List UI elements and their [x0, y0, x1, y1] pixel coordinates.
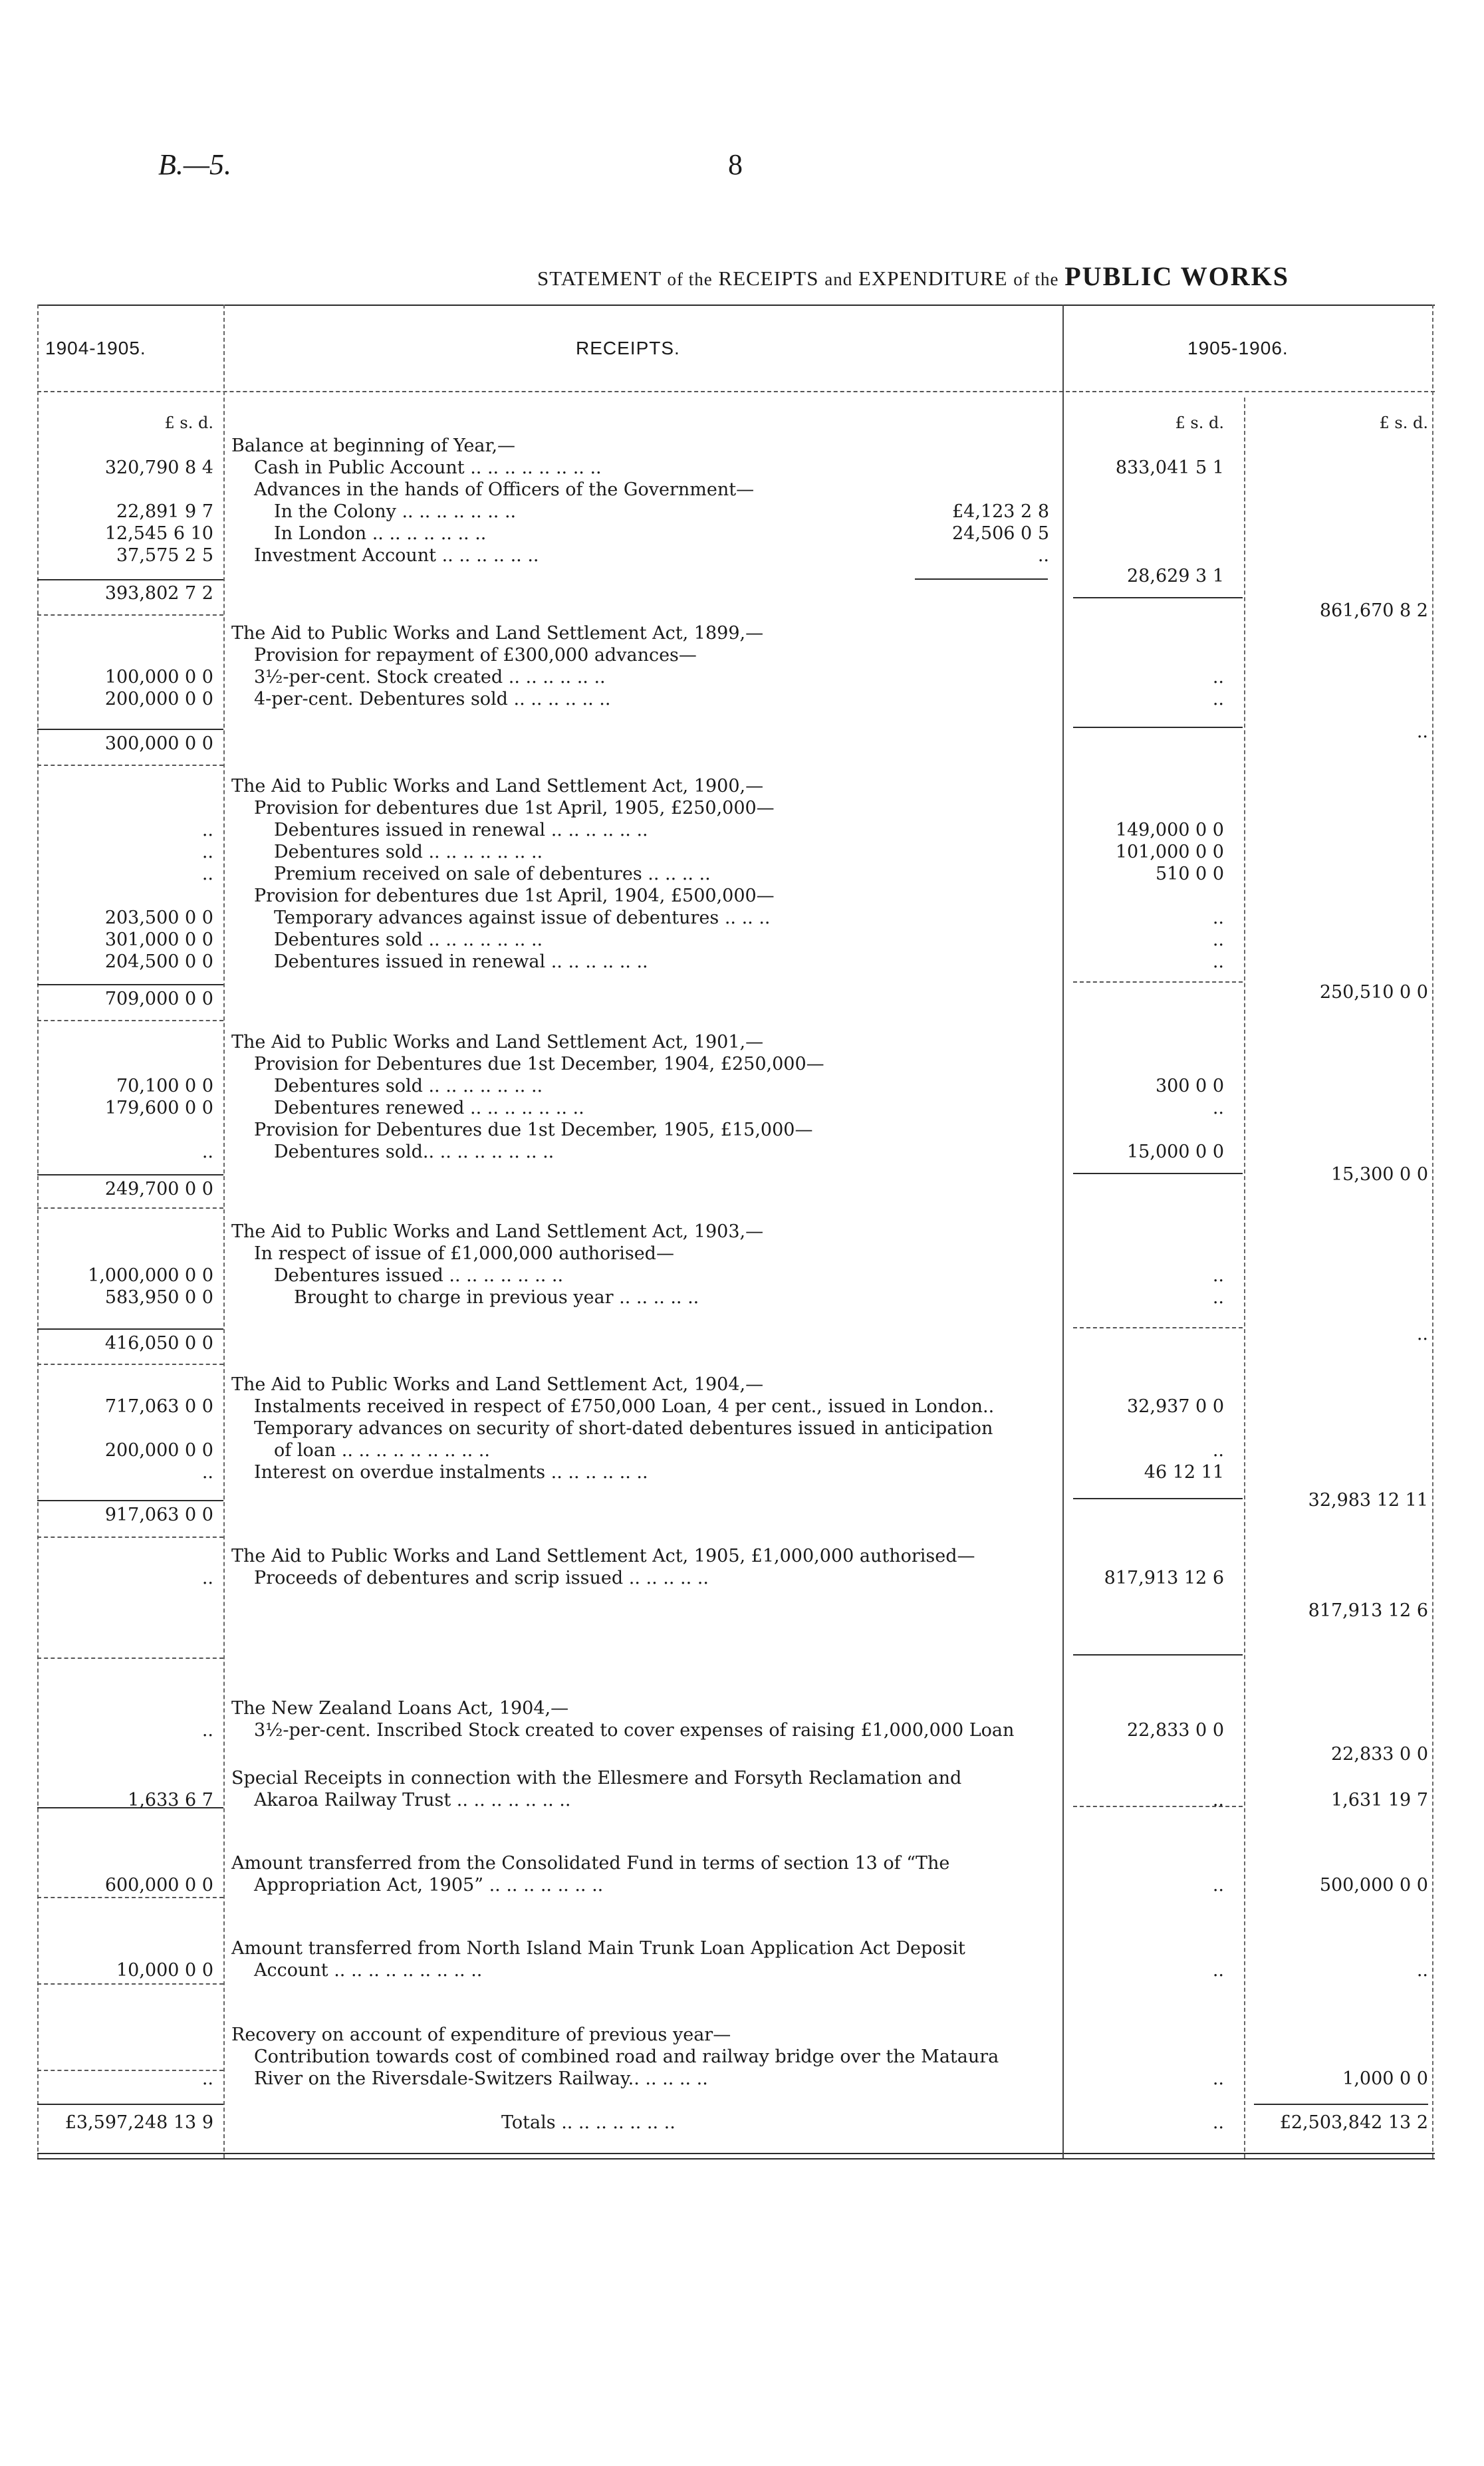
prev-year-value: ..	[201, 2068, 213, 2089]
row-description: Amount transferred from the Consolidated Fund in terms of section 13 of “The	[231, 1853, 950, 1874]
table-row	[37, 2024, 1435, 2046]
table-row	[37, 1374, 1435, 1396]
current-year-value: ..	[1212, 1287, 1224, 1308]
table-row	[37, 576, 1435, 621]
current-year-value: 817,913 12 6	[1104, 1568, 1224, 1588]
current-year-total: 15,300 0 0	[1331, 1164, 1428, 1185]
current-year-total: 22,833 0 0	[1331, 1744, 1428, 1765]
subtotal-rule	[1073, 1327, 1243, 1328]
current-year-value: 510 0 0	[1155, 864, 1224, 884]
table-row	[37, 1324, 1435, 1354]
table-row	[37, 929, 1435, 951]
current-year-value: ..	[1212, 1875, 1224, 1896]
row-description: Contribution towards cost of combined road and railway bridge over the Mataura	[254, 2046, 999, 2067]
subtotal-rule	[37, 1897, 223, 1898]
table-row	[37, 1418, 1435, 1439]
row-description: Cash in Public Account .. .. .. .. .. .. .. ..	[254, 457, 602, 478]
title-of-2: of the	[1013, 269, 1059, 289]
current-year-value: ..	[1212, 2112, 1224, 2133]
table-row	[37, 775, 1435, 797]
current-year-value: ..	[1212, 929, 1224, 950]
current-year-value: 15,000 0 0	[1127, 1142, 1224, 1162]
prev-year-value: 37,575 2 5	[116, 545, 213, 566]
table-row	[37, 1439, 1435, 1461]
current-year-total: 1,000 0 0	[1342, 2068, 1428, 2089]
table-row	[37, 666, 1435, 688]
prev-year-value: 100,000 0 0	[104, 667, 213, 687]
currency-label-right: £ s. d.	[1379, 414, 1428, 432]
current-year-value: ..	[1212, 1440, 1224, 1461]
table-row	[37, 841, 1435, 863]
row-description: Provision for Debentures due 1st December, 1904, £250,000—	[254, 1054, 824, 1074]
current-year-value: 32,937 0 0	[1127, 1396, 1224, 1417]
table-row	[37, 688, 1435, 710]
currency-label-mid: £ s. d.	[1175, 414, 1224, 432]
prev-year-value: ..	[201, 820, 213, 840]
row-description: Recovery on account of expenditure of previous year—	[231, 2025, 731, 2045]
table-row	[37, 435, 1435, 457]
subtotal-rule	[37, 1328, 223, 1330]
currency-header-row	[37, 412, 1435, 434]
row-description: Debentures renewed .. .. .. .. .. .. ..	[274, 1098, 584, 1118]
prev-year-value: 301,000 0 0	[104, 929, 213, 950]
current-year-total: 861,670 8 2	[1319, 600, 1428, 621]
advance-value: ..	[1037, 545, 1049, 566]
current-year-value: ..	[1212, 1790, 1224, 1810]
table-row	[37, 1719, 1435, 1741]
row-description: In the Colony .. .. .. .. .. .. ..	[274, 501, 517, 522]
subtotal-rule	[37, 1983, 223, 1985]
table-row	[37, 479, 1435, 501]
row-description: Temporary advances against issue of debentures .. .. ..	[274, 908, 771, 928]
current-year-total: ..	[1416, 1324, 1428, 1344]
subtotal-rule	[37, 1658, 223, 1659]
row-description: Debentures sold .. .. .. .. .. .. ..	[274, 842, 543, 862]
prev-year-value: 393,802 7 2	[104, 583, 213, 604]
row-description: Provision for debentures due 1st April, 1904, £500,000—	[254, 886, 775, 906]
prev-year-value: 917,063 0 0	[104, 1505, 213, 1525]
table-row	[37, 1959, 1435, 1981]
table-row	[37, 1119, 1435, 1141]
page-number: 8	[728, 148, 743, 181]
table-bottom-rule-2	[37, 2158, 1435, 2159]
prev-year-value: 204,500 0 0	[104, 951, 213, 972]
table-row	[37, 1178, 1435, 1200]
prev-year-value: ..	[201, 842, 213, 862]
title-main: PUBLIC WORKS	[1064, 261, 1290, 291]
prev-year-value: 709,000 0 0	[104, 989, 213, 1009]
current-year-total: 817,913 12 6	[1308, 1600, 1428, 1621]
table-row	[37, 1504, 1435, 1526]
table-row	[37, 501, 1435, 523]
current-year-value: 28,629 3 1	[1127, 566, 1224, 586]
current-year-grand-total: £2,503,842 13 2	[1279, 2112, 1428, 2133]
prev-year-value: 717,063 0 0	[104, 1396, 213, 1417]
row-description: Account .. .. .. .. .. .. .. .. ..	[254, 1960, 483, 1981]
row-description: Akaroa Railway Trust .. .. .. .. .. .. ..	[254, 1790, 571, 1810]
prev-year-value: 70,100 0 0	[116, 1076, 213, 1096]
row-description: River on the Riversdale-Switzers Railway.. .. .. .. ..	[254, 2068, 708, 2089]
table-top-rule	[37, 305, 1435, 306]
table-row	[37, 2046, 1435, 2068]
title-receipts: RECEIPTS	[718, 267, 819, 290]
prev-year-value: 22,891 9 7	[116, 501, 213, 522]
title-and: and	[824, 269, 853, 289]
current-year-value: ..	[1212, 1960, 1224, 1981]
table-row	[37, 1937, 1435, 1959]
subtotal-rule	[1254, 2104, 1428, 2105]
prev-year-heading: 1904-1905.	[45, 338, 146, 358]
row-description: 3½-per-cent. Inscribed Stock created to cover expenses of raising £1,000,000 Loan	[254, 1720, 1015, 1741]
row-description: Premium received on sale of debentures .. .. .. ..	[274, 864, 711, 884]
row-description: Debentures issued in renewal .. .. .. .. .. ..	[274, 951, 648, 972]
table-row	[37, 1097, 1435, 1119]
prev-year-value: 600,000 0 0	[104, 1875, 213, 1896]
current-year-value: 22,833 0 0	[1127, 1720, 1224, 1741]
table-row	[37, 885, 1435, 907]
table-row	[37, 1697, 1435, 1719]
prev-year-value: ..	[201, 1720, 213, 1741]
current-year-value: 833,041 5 1	[1115, 457, 1224, 478]
prev-year-value: ..	[201, 864, 213, 884]
row-description: Debentures sold .. .. .. .. .. .. ..	[274, 929, 543, 950]
current-year-value: 101,000 0 0	[1115, 842, 1224, 862]
receipts-table	[37, 305, 1435, 2158]
prev-year-value: 1,000,000 0 0	[88, 1265, 213, 1286]
table-row	[37, 1053, 1435, 1075]
row-description: Debentures sold.. .. .. .. .. .. .. ..	[274, 1142, 555, 1162]
prev-year-value: 300,000 0 0	[104, 733, 213, 754]
row-description: The Aid to Public Works and Land Settlement Act, 1904,—	[231, 1374, 764, 1395]
table-row	[37, 1396, 1435, 1418]
row-description: The Aid to Public Works and Land Settlement Act, 1899,—	[231, 623, 764, 644]
row-description: Proceeds of debentures and scrip issued .. .. .. .. ..	[254, 1568, 709, 1588]
prev-year-value: 583,950 0 0	[104, 1287, 213, 1308]
row-description: Instalments received in respect of £750,000 Loan, 4 per cent., issued in London..	[254, 1396, 995, 1417]
prev-year-value: 12,545 6 10	[104, 523, 213, 544]
table-row	[37, 863, 1435, 885]
row-description: Investment Account .. .. .. .. .. ..	[254, 545, 539, 566]
current-year-value: 149,000 0 0	[1115, 820, 1224, 840]
table-row	[37, 1243, 1435, 1265]
subtotal-rule	[37, 1537, 223, 1538]
current-year-value: ..	[1212, 951, 1224, 972]
prev-year-value: 203,500 0 0	[104, 908, 213, 928]
curr-year-heading: 1905-1906.	[1187, 338, 1289, 358]
totals-row	[37, 2112, 1435, 2134]
row-description: The Aid to Public Works and Land Settlement Act, 1900,—	[231, 776, 764, 797]
table-row	[37, 907, 1435, 929]
current-year-total: ..	[1416, 1960, 1428, 1981]
currency-label-prev: £ s. d.	[164, 414, 213, 432]
row-description: The Aid to Public Works and Land Settlement Act, 1901,—	[231, 1032, 764, 1052]
receipts-heading: RECEIPTS.	[576, 338, 680, 358]
table-row	[37, 457, 1435, 479]
row-description: of loan .. .. .. .. .. .. .. .. ..	[274, 1440, 490, 1461]
prev-year-value: 179,600 0 0	[104, 1098, 213, 1118]
prev-year-value: 200,000 0 0	[104, 689, 213, 709]
row-description: Provision for repayment of £300,000 advances—	[254, 645, 697, 666]
table-row	[37, 1287, 1435, 1308]
table-row	[37, 1461, 1435, 1483]
current-year-total: 250,510 0 0	[1319, 982, 1428, 1003]
row-description: In respect of issue of £1,000,000 authorised—	[254, 1243, 674, 1264]
table-row	[37, 644, 1435, 666]
table-row	[37, 545, 1435, 566]
table-row	[37, 1874, 1435, 1896]
prev-year-grand-total: £3,597,248 13 9	[64, 2112, 213, 2133]
row-description: Debentures issued in renewal .. .. .. .. .. ..	[274, 820, 648, 840]
row-description: The Aid to Public Works and Land Settlement Act, 1905, £1,000,000 authorised—	[231, 1546, 975, 1566]
title-prefix: STATEMENT	[537, 267, 662, 290]
row-description: Appropriation Act, 1905” .. .. .. .. .. .. ..	[254, 1875, 604, 1896]
subtotal-rule	[37, 2104, 223, 2105]
row-description: Special Receipts in connection with the Ellesmere and Forsyth Reclamation and	[231, 1768, 962, 1788]
row-description: Advances in the hands of Officers of the Government—	[254, 479, 755, 500]
prev-year-value: 1,633 6 7	[128, 1790, 213, 1810]
current-year-total: 32,983 12 11	[1308, 1490, 1428, 1511]
current-year-value: 46 12 11	[1144, 1462, 1224, 1483]
row-description: Debentures issued .. .. .. .. .. .. ..	[274, 1265, 564, 1286]
subtotal-rule	[37, 1364, 223, 1365]
row-description: Interest on overdue instalments .. .. .. .. .. ..	[254, 1462, 648, 1483]
table-row	[37, 951, 1435, 973]
current-year-total: 1,631 19 7	[1331, 1790, 1428, 1810]
table-row	[37, 1743, 1435, 1765]
advance-value: £4,123 2 8	[952, 501, 1049, 522]
row-description: In London .. .. .. .. .. .. ..	[274, 523, 487, 544]
row-description: Amount transferred from North Island Main Trunk Loan Application Act Deposit	[231, 1938, 965, 1959]
table-row	[37, 1852, 1435, 1874]
prev-year-value: ..	[201, 1462, 213, 1483]
title-of: of the	[667, 269, 713, 289]
subtotal-rule	[37, 765, 223, 766]
row-description: The Aid to Public Works and Land Settlement Act, 1903,—	[231, 1221, 764, 1242]
prev-year-value: 416,050 0 0	[104, 1333, 213, 1354]
table-row	[37, 523, 1435, 545]
table-row	[37, 1141, 1435, 1163]
current-year-value: ..	[1212, 1098, 1224, 1118]
prev-year-value: 320,790 8 4	[104, 457, 213, 478]
current-year-total: ..	[1416, 721, 1428, 742]
current-year-value: ..	[1212, 2068, 1224, 2089]
header-bottom-rule	[37, 391, 1435, 392]
row-description: Temporary advances on security of short-dated debentures issued in anticipation	[254, 1418, 993, 1439]
row-description: Debentures sold .. .. .. .. .. .. ..	[274, 1076, 543, 1096]
current-year-value: ..	[1212, 667, 1224, 687]
row-description: Brought to charge in previous year .. .. .. .. ..	[294, 1287, 699, 1308]
table-row	[37, 1567, 1435, 1589]
table-row	[37, 1545, 1435, 1567]
prev-year-value: ..	[201, 1142, 213, 1162]
table-row	[37, 1789, 1435, 1811]
current-year-total: 500,000 0 0	[1319, 1875, 1428, 1896]
table-row	[37, 1075, 1435, 1097]
title-expenditure: EXPENDITURE	[858, 267, 1008, 290]
row-description: Provision for debentures due 1st April, 1905, £250,000—	[254, 798, 775, 818]
table-row	[37, 2068, 1435, 2090]
row-description: 3½-per-cent. Stock created .. .. .. .. .. ..	[254, 667, 606, 687]
document-reference: B.—5.	[158, 148, 231, 181]
table-row	[37, 1600, 1435, 1622]
table-row	[37, 819, 1435, 841]
prev-year-value: 10,000 0 0	[116, 1960, 213, 1981]
subtotal-rule	[37, 614, 223, 616]
table-row	[37, 733, 1435, 755]
subtotal-rule	[37, 1207, 223, 1209]
table-row	[37, 1265, 1435, 1287]
table-row	[37, 797, 1435, 819]
table-row	[37, 1767, 1435, 1789]
table-row	[37, 1221, 1435, 1243]
row-description: 4-per-cent. Debentures sold .. .. .. .. .. ..	[254, 689, 611, 709]
page-title	[537, 261, 1289, 292]
table-bottom-rule	[37, 2153, 1435, 2154]
row-description: The New Zealand Loans Act, 1904,—	[231, 1698, 569, 1719]
current-year-value: ..	[1212, 689, 1224, 709]
current-year-value: 300 0 0	[1155, 1076, 1224, 1096]
prev-year-value: 200,000 0 0	[104, 1440, 213, 1461]
current-year-value: ..	[1212, 1265, 1224, 1286]
totals-label: Totals .. .. .. .. .. .. ..	[501, 2112, 676, 2133]
row-description: Provision for Debentures due 1st December, 1905, £15,000—	[254, 1120, 813, 1140]
subtotal-rule	[1073, 1654, 1243, 1656]
table-row	[37, 988, 1435, 1010]
table-row	[37, 1031, 1435, 1053]
table-row	[37, 622, 1435, 644]
subtotal-rule	[37, 1020, 223, 1021]
current-year-value: ..	[1212, 908, 1224, 928]
advance-value: 24,506 0 5	[952, 523, 1049, 544]
prev-year-value: 249,700 0 0	[104, 1179, 213, 1199]
row-description: Balance at beginning of Year,—	[231, 435, 516, 456]
prev-year-value: ..	[201, 1568, 213, 1588]
